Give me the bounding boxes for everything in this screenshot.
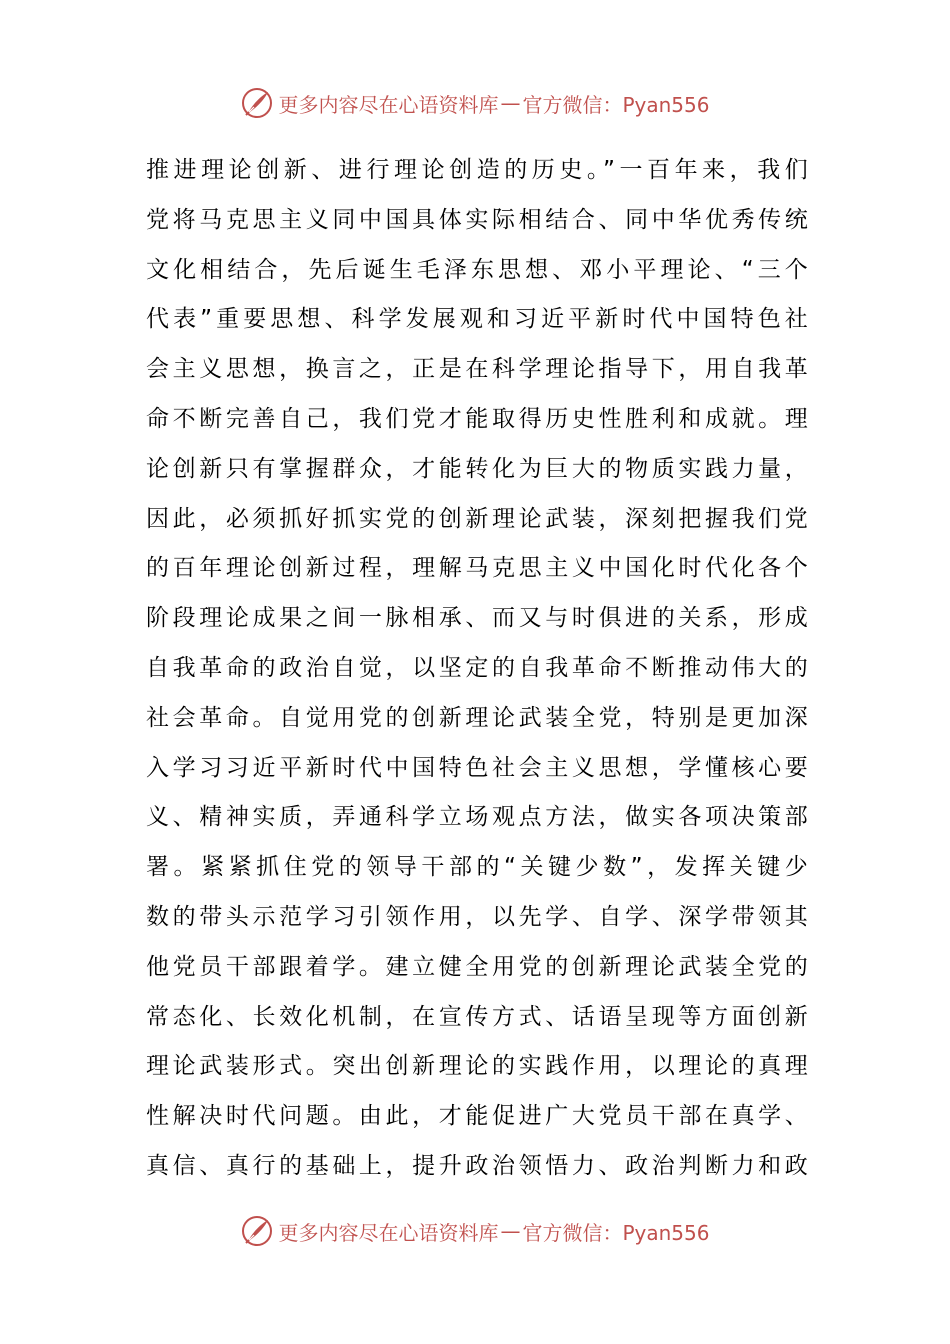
body-line: 的百年理论创新过程，理解马克思主义中国化时代化各个	[146, 555, 808, 582]
body-line: 真信、真行的基础上，提升政治领悟力、政治判断力和政	[146, 1152, 808, 1179]
body-line: 推进理论创新、进行理论创造的历史。”一百年来，我们	[146, 157, 808, 183]
quill-pen-logo-icon	[240, 86, 274, 120]
header-separator: —	[500, 91, 521, 115]
body-line: 常态化、长效化机制，在宣传方式、话语呈现等方面创新	[146, 1003, 808, 1030]
body-line: 论创新只有掌握群众，才能转化为巨大的物质实践力量，	[146, 455, 808, 482]
body-line: 入学习习近平新时代中国特色社会主义思想，学懂核心要	[146, 754, 808, 781]
body-line: 他党员干部跟着学。建立健全用党的创新理论武装全党的	[146, 953, 808, 980]
footer-contact-text: 官方微信：Pyan556	[522, 1220, 710, 1245]
header-contact-text: 官方微信：Pyan556	[522, 92, 710, 117]
document-body	[146, 146, 808, 1192]
header-site-text: 更多内容尽在心语资料库	[278, 92, 499, 117]
footer-separator: —	[500, 1219, 521, 1243]
body-line: 阶段理论成果之间一脉相承、而又与时俱进的关系，形成	[146, 605, 808, 632]
body-line: 文化相结合，先后诞生毛泽东思想、邓小平理论、“三个	[146, 256, 808, 283]
body-line: 命不断完善自己，我们党才能取得历史性胜利和成就。理	[146, 405, 808, 432]
body-line: 社会革命。自觉用党的创新理论武装全党，特别是更加深	[146, 704, 808, 731]
body-line: 代表”重要思想、科学发展观和习近平新时代中国特色社	[146, 306, 808, 333]
footer-site-text: 更多内容尽在心语资料库	[278, 1220, 499, 1245]
body-line: 数的带头示范学习引领作用，以先学、自学、深学带领其	[146, 903, 808, 930]
body-line: 党将马克思主义同中国具体实际相结合、同中华优秀传统	[146, 206, 808, 233]
body-line: 会主义思想，换言之，正是在科学理论指导下，用自我革	[146, 356, 808, 383]
body-line: 理论武装形式。突出创新理论的实践作用，以理论的真理	[146, 1053, 808, 1080]
quill-pen-logo-icon	[240, 1214, 274, 1248]
header-banner	[0, 83, 950, 123]
body-line: 义、精神实质，弄通科学立场观点方法，做实各项决策部	[146, 804, 808, 831]
footer-banner	[0, 1211, 950, 1251]
body-line: 性解决时代问题。由此，才能促进广大党员干部在真学、	[146, 1103, 808, 1130]
body-line: 署。紧紧抓住党的领导干部的“关键少数”，发挥关键少	[146, 854, 808, 881]
body-line: 自我革命的政治自觉，以坚定的自我革命不断推动伟大的	[146, 654, 808, 681]
body-line: 因此，必须抓好抓实党的创新理论武装，深刻把握我们党	[146, 505, 808, 532]
